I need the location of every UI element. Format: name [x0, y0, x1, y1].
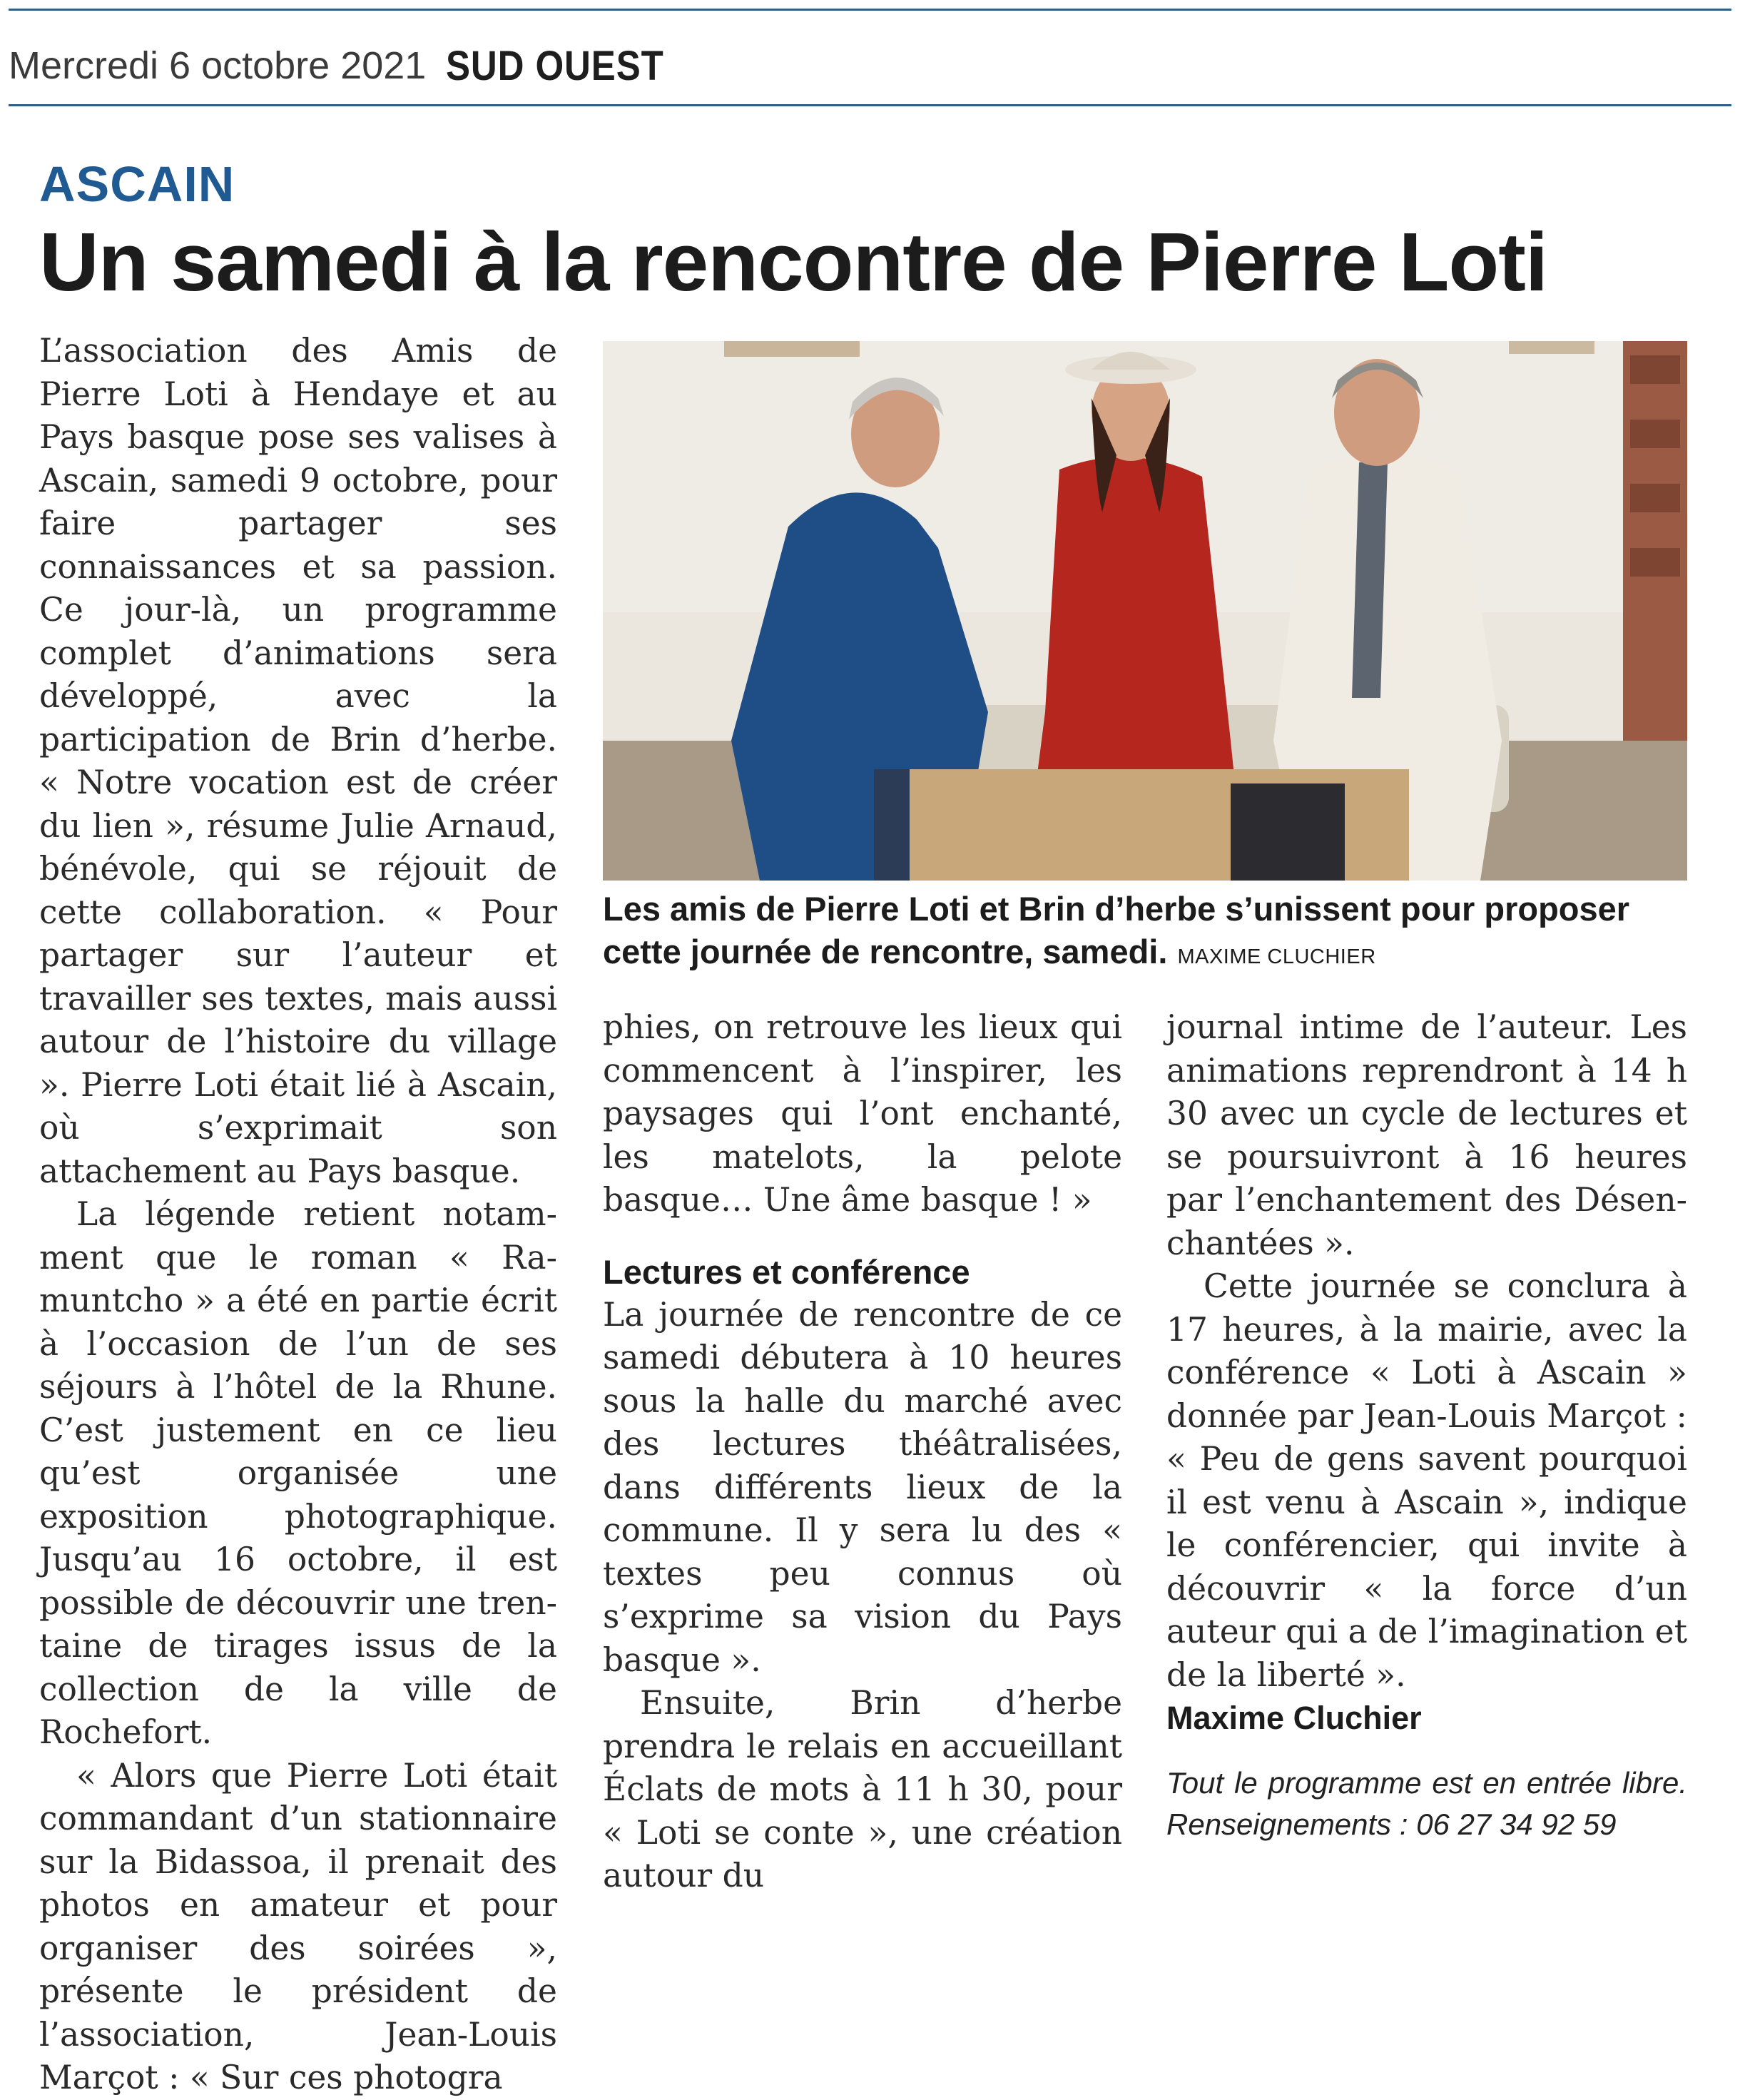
publication-date: Mercredi 6 octobre 2021 — [9, 44, 427, 87]
article-headline: Un samedi à la rencontre de Pierre Loti — [39, 215, 1548, 308]
article-column-3 — [1166, 1006, 1687, 1845]
caption-text: Les amis de Pierre Loti et Brin d’herbe s’unissent pour proposer cette journée de rencontre, samedi. — [603, 890, 1630, 970]
section-kicker: ASCAIN — [39, 156, 235, 212]
header-rule — [9, 104, 1731, 106]
newspaper-name: SUD OUEST — [446, 42, 665, 89]
paragraph: La légende retient notamment que le roman « Ramuntcho » a été en partie écrit à l’occasion de l’un de ses séjours à l’hôtel de la Rhune. C’est justement en ce lieu qu’est organisée une exposition photographique. Jusqu’au 16 octobre, il est possible de découvrir une trentaine de tirages issus de la collection de la ville de Rochefort. — [39, 1195, 557, 1751]
paragraph: phies, on retrouve les lieux qui commencent à l’inspirer, les paysages qui l’ont enchanté, les matelots, la pelote basque… Une âme basque ! » — [603, 1008, 1122, 1219]
article-photo — [603, 341, 1687, 881]
author-signature: Maxime Cluchier — [1166, 1700, 1422, 1736]
photo-illustration — [603, 341, 1687, 881]
masthead — [9, 37, 694, 94]
top-rule — [9, 9, 1731, 11]
paragraph: Cette journée se conclura à 17 heures, à la mairie, avec la conférence « Loti à Ascain » donnée par Jean-Louis Marçot : « Peu de gens savent pourquoi il est venu à Ascain », indique le conférencier, qui invite à découvrir « la force d’un auteur qui a de l’imagination et de la liberté ». — [1166, 1267, 1687, 1694]
paragraph: journal intime de l’auteur. Les animations reprendront à 14 h 30 avec un cycle de lectures et se poursuivront à 16 heures par l’enchantement des Désenchantées ». — [1166, 1008, 1687, 1262]
photo-caption — [603, 888, 1701, 978]
paragraph: « Alors que Pierre Loti était commandant d’un stationnaire sur la Bidassoa, il prenait des photos en amateur et pour organiser des soirées », présente le président de l’association, Jean-Louis Marçot : « Sur ces photogra — [39, 1756, 557, 2096]
photo-credit: MAXIME CLUCHIER — [1177, 945, 1376, 968]
paragraph: La journée de rencontre de ce samedi débutera à 10 heures sous la halle du marché avec des lectures théâtralisées, dans différents lieux de la commune. Il y sera lu des « textes peu connus où s’exprime sa vision du Pays basque ». — [603, 1295, 1122, 1679]
subheading: Lectures et conférence — [603, 1252, 970, 1291]
article-column-2 — [603, 1006, 1122, 1898]
paragraph: L’association des Amis de Pierre Loti à Hendaye et au Pays basque pose ses valises à Ascain, samedi 9 octobre, pour faire partager ses connaissances et sa passion. Ce jour-là, un programme complet d’animations sera développé, avec la participation de Brin d’herbe. « Notre vocation est de créer du lien », résume Julie Arnaud, bénévole, qui se réjouit de cette collaboration. « Pour partager sur l’auteur et travailler ses textes, mais aussi autour de l’histoire du village ». Pierre Loti était lié à Ascain, où s’exprimait son attachement au Pays basque. — [39, 332, 557, 1190]
paragraph: Ensuite, Brin d’herbe prendra le relais en accueillant Éclats de mots à 11 h 30, pour « Loti se conte », une création autour du — [603, 1684, 1122, 1894]
practical-info: Tout le programme est en entrée libre. Renseignements : 06 27 34 92 59 — [1166, 1766, 1687, 1841]
article-column-1 — [39, 330, 557, 2100]
